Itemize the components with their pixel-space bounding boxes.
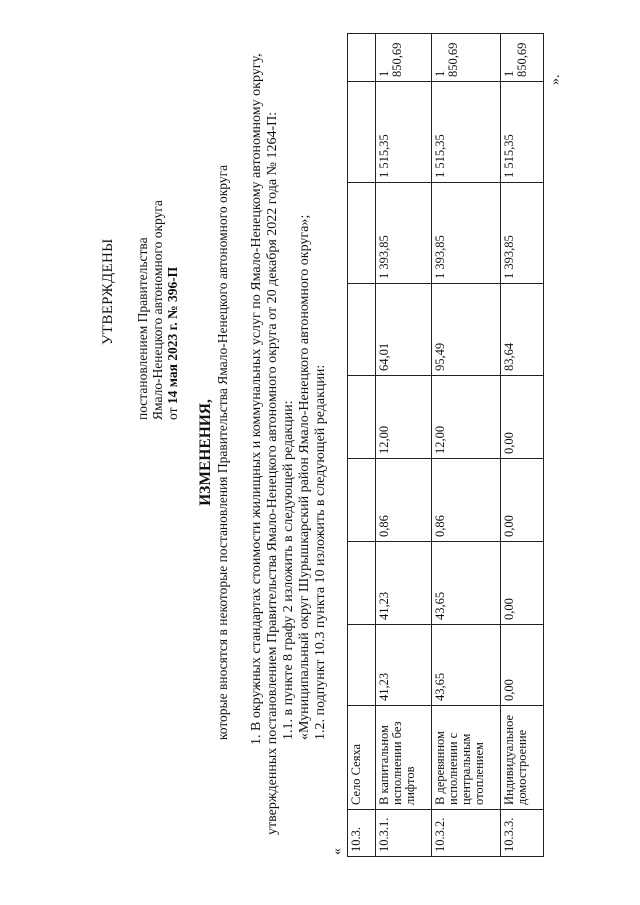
table-cell: 12,00 (376, 376, 432, 459)
approval-block (135, 200, 180, 420)
table-cell: 1 850,69 (376, 34, 432, 82)
table-cell: 1 850,69 (501, 34, 544, 82)
row-number: 10.3. (348, 810, 376, 857)
table-row (348, 34, 376, 857)
row-name: Индивидуальное домостроение (501, 706, 544, 810)
close-quote: ». (548, 74, 563, 85)
table-cell: 1 393,85 (501, 183, 544, 284)
table-cell: 41,23 (376, 542, 432, 625)
table-row (501, 34, 544, 857)
table-cell: 0,00 (501, 376, 544, 459)
table-cell: 0,00 (501, 625, 544, 706)
table-cell: 1 850,69 (432, 34, 501, 82)
table-cell: 0,86 (376, 459, 432, 542)
row-name: Село Сеяха (348, 706, 376, 810)
table-cell: 0,00 (501, 542, 544, 625)
table-cell: 12,00 (432, 376, 501, 459)
table-cell: 1 515,35 (432, 82, 501, 183)
table-cell: 1 515,35 (501, 82, 544, 183)
table-cell: 0,86 (432, 459, 501, 542)
row-number: 10.3.2. (432, 810, 501, 857)
table-cell: 1 515,35 (376, 82, 432, 183)
body-line-3: 1.1. в пункте 8 графу 2 изложить в следующей редакции: (281, 400, 296, 740)
approval-heading: УТВЕРЖДЕНЫ (100, 238, 116, 345)
row-number: 10.3.3. (501, 810, 544, 857)
body-line-1: 1. В окружных стандартах стоимости жилищных и коммунальных услуг по Ямало-Ненецкому автономному округу, (249, 53, 264, 745)
document-subtitle: которые вносятся в некоторые постановления Правительства Ямало-Ненецкого автономного округа (215, 164, 230, 741)
body-line-4: «Муниципальный округ Шурышкарский район Ямало-Ненецкого автономного округа»; (297, 214, 312, 740)
standards-table (347, 33, 544, 857)
table-cell (348, 34, 376, 82)
table-cell: 1 393,85 (432, 183, 501, 284)
document-title: ИЗМЕНЕНИЯ, (197, 399, 214, 506)
row-name: В капитальном исполнении без лифтов (376, 706, 432, 810)
table-cell (348, 183, 376, 284)
table-cell: 41,23 (376, 625, 432, 706)
table-cell: 43,65 (432, 625, 501, 706)
body-line-5: 1.2. подпункт 10.3 пункта 10 изложить в следующей редакции: (313, 364, 328, 740)
body-line-2: утвержденных постановлением Правительства Ямало-Ненецкого автономного округа от 20 декабря 2022 года № 1264-П: (265, 111, 280, 835)
approval-date (165, 200, 180, 420)
table-cell (348, 625, 376, 706)
row-number: 10.3.1. (376, 810, 432, 857)
table-cell: 0,00 (501, 459, 544, 542)
table-row (376, 34, 432, 857)
approval-date-value: 14 мая 2023 г. № 396-П (165, 266, 180, 405)
row-name: В деревянном исполнении с центральным отоплением (432, 706, 501, 810)
table-cell (348, 376, 376, 459)
table-row (432, 34, 501, 857)
approval-by-line1: постановлением Правительства (135, 237, 150, 420)
table-cell: 83,64 (501, 284, 544, 376)
table-cell (348, 284, 376, 376)
table-cell (348, 459, 376, 542)
table-cell (348, 542, 376, 625)
table-cell: 1 393,85 (376, 183, 432, 284)
table-cell: 95,49 (432, 284, 501, 376)
table-cell: 64,01 (376, 284, 432, 376)
table-cell: 43,65 (432, 542, 501, 625)
table-cell (348, 82, 376, 183)
approval-by-line2: Ямало-Ненецкого автономного округа (150, 200, 165, 420)
approval-date-prefix: от (165, 407, 180, 420)
open-quote: « (330, 848, 345, 855)
